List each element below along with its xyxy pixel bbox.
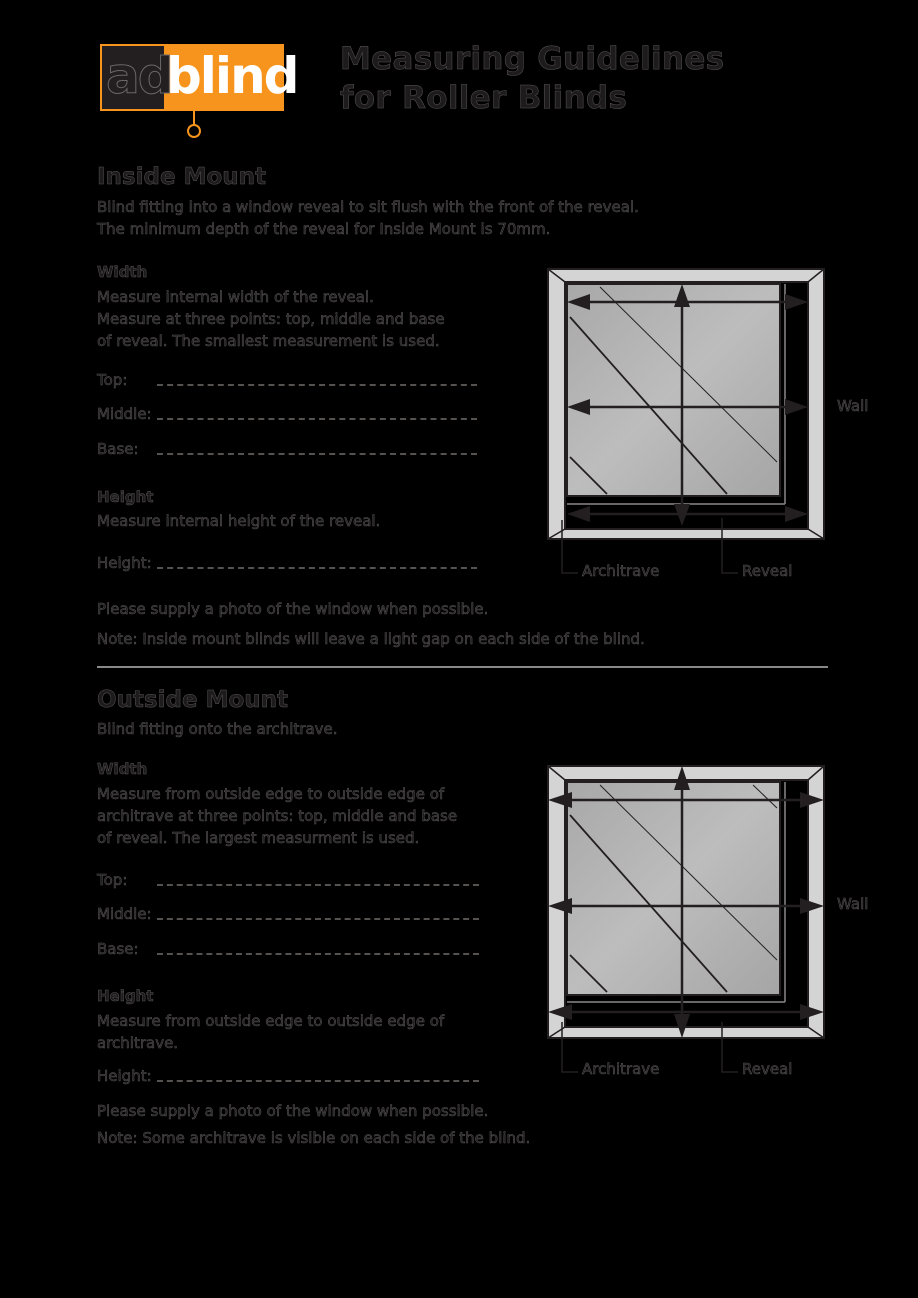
logo-ring-icon bbox=[187, 124, 201, 138]
outside-width-heading: Width bbox=[97, 760, 148, 778]
inside-mount-intro bbox=[97, 196, 639, 240]
logo-stem bbox=[193, 111, 195, 125]
intro-line: Blind fitting into a window reveal to sit flush with the front of the reveal. bbox=[97, 198, 639, 216]
page-title-line1: Measuring Guidelines bbox=[340, 41, 725, 77]
field-dotted-line[interactable] bbox=[157, 884, 479, 886]
outside-mount-window-diagram bbox=[545, 760, 830, 1080]
adblind-logo bbox=[100, 44, 298, 111]
desc-line: architrave at three points: top, middle and base bbox=[97, 807, 458, 825]
logo-text-blind: blind bbox=[166, 47, 298, 105]
logo-text-ad: ad bbox=[106, 47, 172, 105]
outside-height-field[interactable] bbox=[97, 1066, 479, 1086]
page-title bbox=[340, 40, 724, 118]
field-label: Middle: bbox=[97, 405, 152, 423]
outside-width-top-field[interactable] bbox=[97, 870, 479, 890]
field-label: Top: bbox=[97, 871, 128, 889]
outside-photo-note: Please supply a photo of the window when possible. bbox=[97, 1102, 489, 1120]
section-divider bbox=[97, 666, 828, 668]
inside-width-base-field[interactable] bbox=[97, 439, 477, 459]
inside-mount-window-diagram bbox=[545, 262, 830, 582]
field-dotted-line[interactable] bbox=[157, 384, 477, 386]
inside-height-description: Measure internal height of the reveal. bbox=[97, 512, 381, 530]
desc-line: Measure at three points: top, middle and base bbox=[97, 310, 445, 328]
diagram-label-wall: Wall bbox=[837, 397, 869, 415]
field-dotted-line[interactable] bbox=[157, 453, 477, 455]
outside-mount-note: Note: Some architrave is visible on each side of the blind. bbox=[97, 1129, 531, 1147]
field-dotted-line[interactable] bbox=[157, 418, 477, 420]
desc-line: of reveal. The smallest measurement is used. bbox=[97, 332, 440, 350]
field-label: Base: bbox=[97, 940, 139, 958]
desc-line: Measure from outside edge to outside edge of bbox=[97, 785, 445, 803]
inside-width-description bbox=[97, 286, 445, 352]
outside-mount-heading: Outside Mount bbox=[97, 687, 288, 713]
page-title-line2: for Roller Blinds bbox=[340, 80, 628, 116]
inside-width-heading: Width bbox=[97, 263, 148, 281]
intro-line: The minimum depth of the reveal for Inside Mount is 70mm. bbox=[97, 220, 551, 238]
inside-photo-note: Please supply a photo of the window when possible. bbox=[97, 600, 489, 618]
field-label: Top: bbox=[97, 371, 128, 389]
inside-mount-note: Note: Inside mount blinds will leave a light gap on each side of the blind. bbox=[97, 630, 645, 648]
outside-mount-intro: Blind fitting onto the architrave. bbox=[97, 720, 338, 738]
inside-height-heading: Height bbox=[97, 488, 154, 506]
desc-line: Measure from outside edge to outside edge of bbox=[97, 1012, 445, 1030]
desc-line: architrave. bbox=[97, 1034, 179, 1052]
inside-height-field[interactable] bbox=[97, 553, 477, 573]
field-dotted-line[interactable] bbox=[157, 1080, 479, 1082]
outside-width-base-field[interactable] bbox=[97, 939, 479, 959]
diagram-label-reveal: Reveal bbox=[742, 1060, 793, 1078]
diagram-label-reveal: Reveal bbox=[742, 562, 793, 580]
field-label: Base: bbox=[97, 440, 139, 458]
outside-width-middle-field[interactable] bbox=[97, 904, 479, 924]
inside-width-top-field[interactable] bbox=[97, 370, 477, 390]
field-label: Middle: bbox=[97, 905, 152, 923]
outside-height-description bbox=[97, 1010, 444, 1054]
diagram-label-wall: Wall bbox=[837, 895, 869, 913]
field-dotted-line[interactable] bbox=[157, 918, 479, 920]
inside-width-middle-field[interactable] bbox=[97, 404, 477, 424]
desc-line: Measure internal width of the reveal. bbox=[97, 288, 374, 306]
field-dotted-line[interactable] bbox=[157, 953, 479, 955]
diagram-label-architrave: Architrave bbox=[582, 1060, 660, 1078]
diagram-label-architrave: Architrave bbox=[582, 562, 660, 580]
inside-mount-heading: Inside Mount bbox=[97, 164, 267, 190]
field-label: Height: bbox=[97, 554, 152, 572]
outside-width-description bbox=[97, 783, 457, 849]
desc-line: of reveal. The largest measurment is used. bbox=[97, 829, 420, 847]
field-label: Height: bbox=[97, 1067, 152, 1085]
field-dotted-line[interactable] bbox=[157, 567, 477, 569]
outside-height-heading: Height bbox=[97, 987, 154, 1005]
